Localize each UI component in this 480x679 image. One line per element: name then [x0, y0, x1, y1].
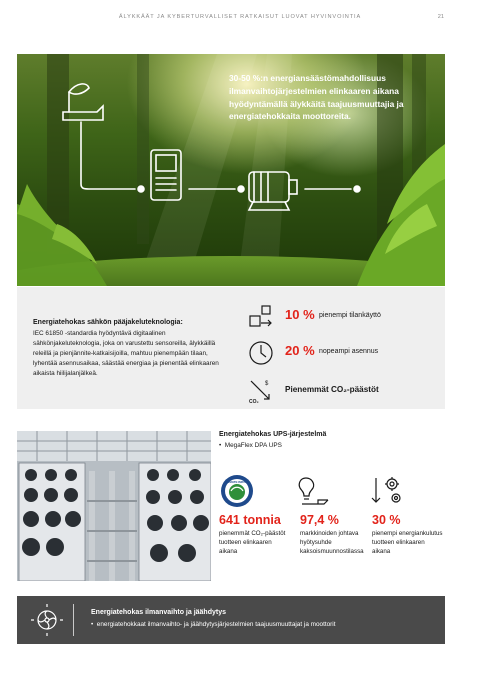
hvac-bullet-text: energiatehokkaat ilmanvaihto- ja jäähdytysjärjestelmien taajuusmuuttajat ja moottorit: [96, 621, 336, 628]
ups-metric-co2-label: pienemmät CO₂-päästöt tuotteen elinkaaren aikana: [219, 530, 286, 555]
co2-icon-label: CO₂: [249, 399, 259, 405]
metric-install-label: nopeampi asennus: [319, 348, 379, 355]
badge-text: CLIMATE IMPACT: [224, 480, 250, 484]
rooftop-cooling-photo: [17, 431, 211, 581]
switchgear-body: IEC 61850 -standardia hyödyntävä digitaalinen sähkönjakeluteknologia, joka on varustettu sensoreilla, älykkäillä releillä ja pienjännite-katkaisijoilla, mahtuu pienempään tilaan, lyhentää asennusaikaa, säästää energiaa ja pienentää elinkaaren aikaista hiilijalanjälkeä.: [33, 330, 219, 377]
ups-bullet-text: MegaFlex DPA UPS: [224, 442, 282, 449]
metric-co2-label: Pienemmät CO₂-päästöt: [285, 385, 379, 394]
ups-metric-co2-value: 641 tonnia: [219, 513, 281, 527]
hvac-title: Energiatehokas ilmanvaihto ja jäähdytys: [91, 609, 226, 616]
switchgear-title: Energiatehokas sähkön pääjakeluteknologia:: [33, 319, 183, 326]
ups-metric-energy-label: pienempi energiankulutus tuotteen elinkaaren aikana: [372, 530, 443, 555]
hvac-section: [17, 596, 445, 644]
hero-headline: 30-50 %:n energiansäästömahdollisuus ilmanvaihtojärjestelmien elinkaaren aikana hyödyntämällä älykkäitä taajuusmuuttajia ja energiatehokkaita moottoreita.: [229, 73, 404, 122]
energy-gears-icon: [370, 474, 404, 508]
lightbulb-hand-icon: [296, 474, 330, 508]
metric-space: [247, 303, 437, 331]
metric-install: [247, 339, 437, 367]
metric-install-value: 20 %: [285, 343, 315, 358]
ventilation-fan-icon: [31, 604, 63, 636]
ups-metric-energy-value: 30 %: [372, 513, 401, 527]
metric-co2: [247, 377, 437, 405]
ups-bullet: • MegaFlex DPA UPS: [219, 442, 282, 449]
ups-title: Energiatehokas UPS-järjestelmä: [219, 431, 327, 438]
ups-metric-efficiency-value: 97,4 %: [300, 513, 339, 527]
switchgear-section: [17, 287, 445, 409]
cooling-units-illustration: [17, 431, 211, 581]
clock-icon: [247, 339, 275, 367]
ups-metric-efficiency-label: markkinoiden johtava hyötysuhde kaksoismuunnostilassa: [300, 530, 364, 555]
band-divider: [73, 604, 74, 636]
footprint-icon: [247, 303, 275, 331]
currency-label: $: [265, 381, 269, 387]
climate-impact-badge-icon: [220, 474, 254, 508]
metric-space-value: 10 %: [285, 307, 315, 322]
co2-reduction-icon: [247, 377, 275, 405]
hvac-bullet: • energiatehokkaat ilmanvaihto- ja jäähdytysjärjestelmien taajuusmuuttajat ja moottorit: [91, 621, 336, 628]
header-title: ÄLYKKÄÄT JA KYBERTURVALLISET RATKAISUT LUOVAT HYVINVOINTIA: [118, 14, 362, 20]
page-header: [0, 14, 480, 26]
metric-space-label: pienempi tilankäyttö: [319, 312, 381, 319]
hero-forest-image: [17, 54, 445, 286]
page-number: 21: [437, 14, 444, 20]
